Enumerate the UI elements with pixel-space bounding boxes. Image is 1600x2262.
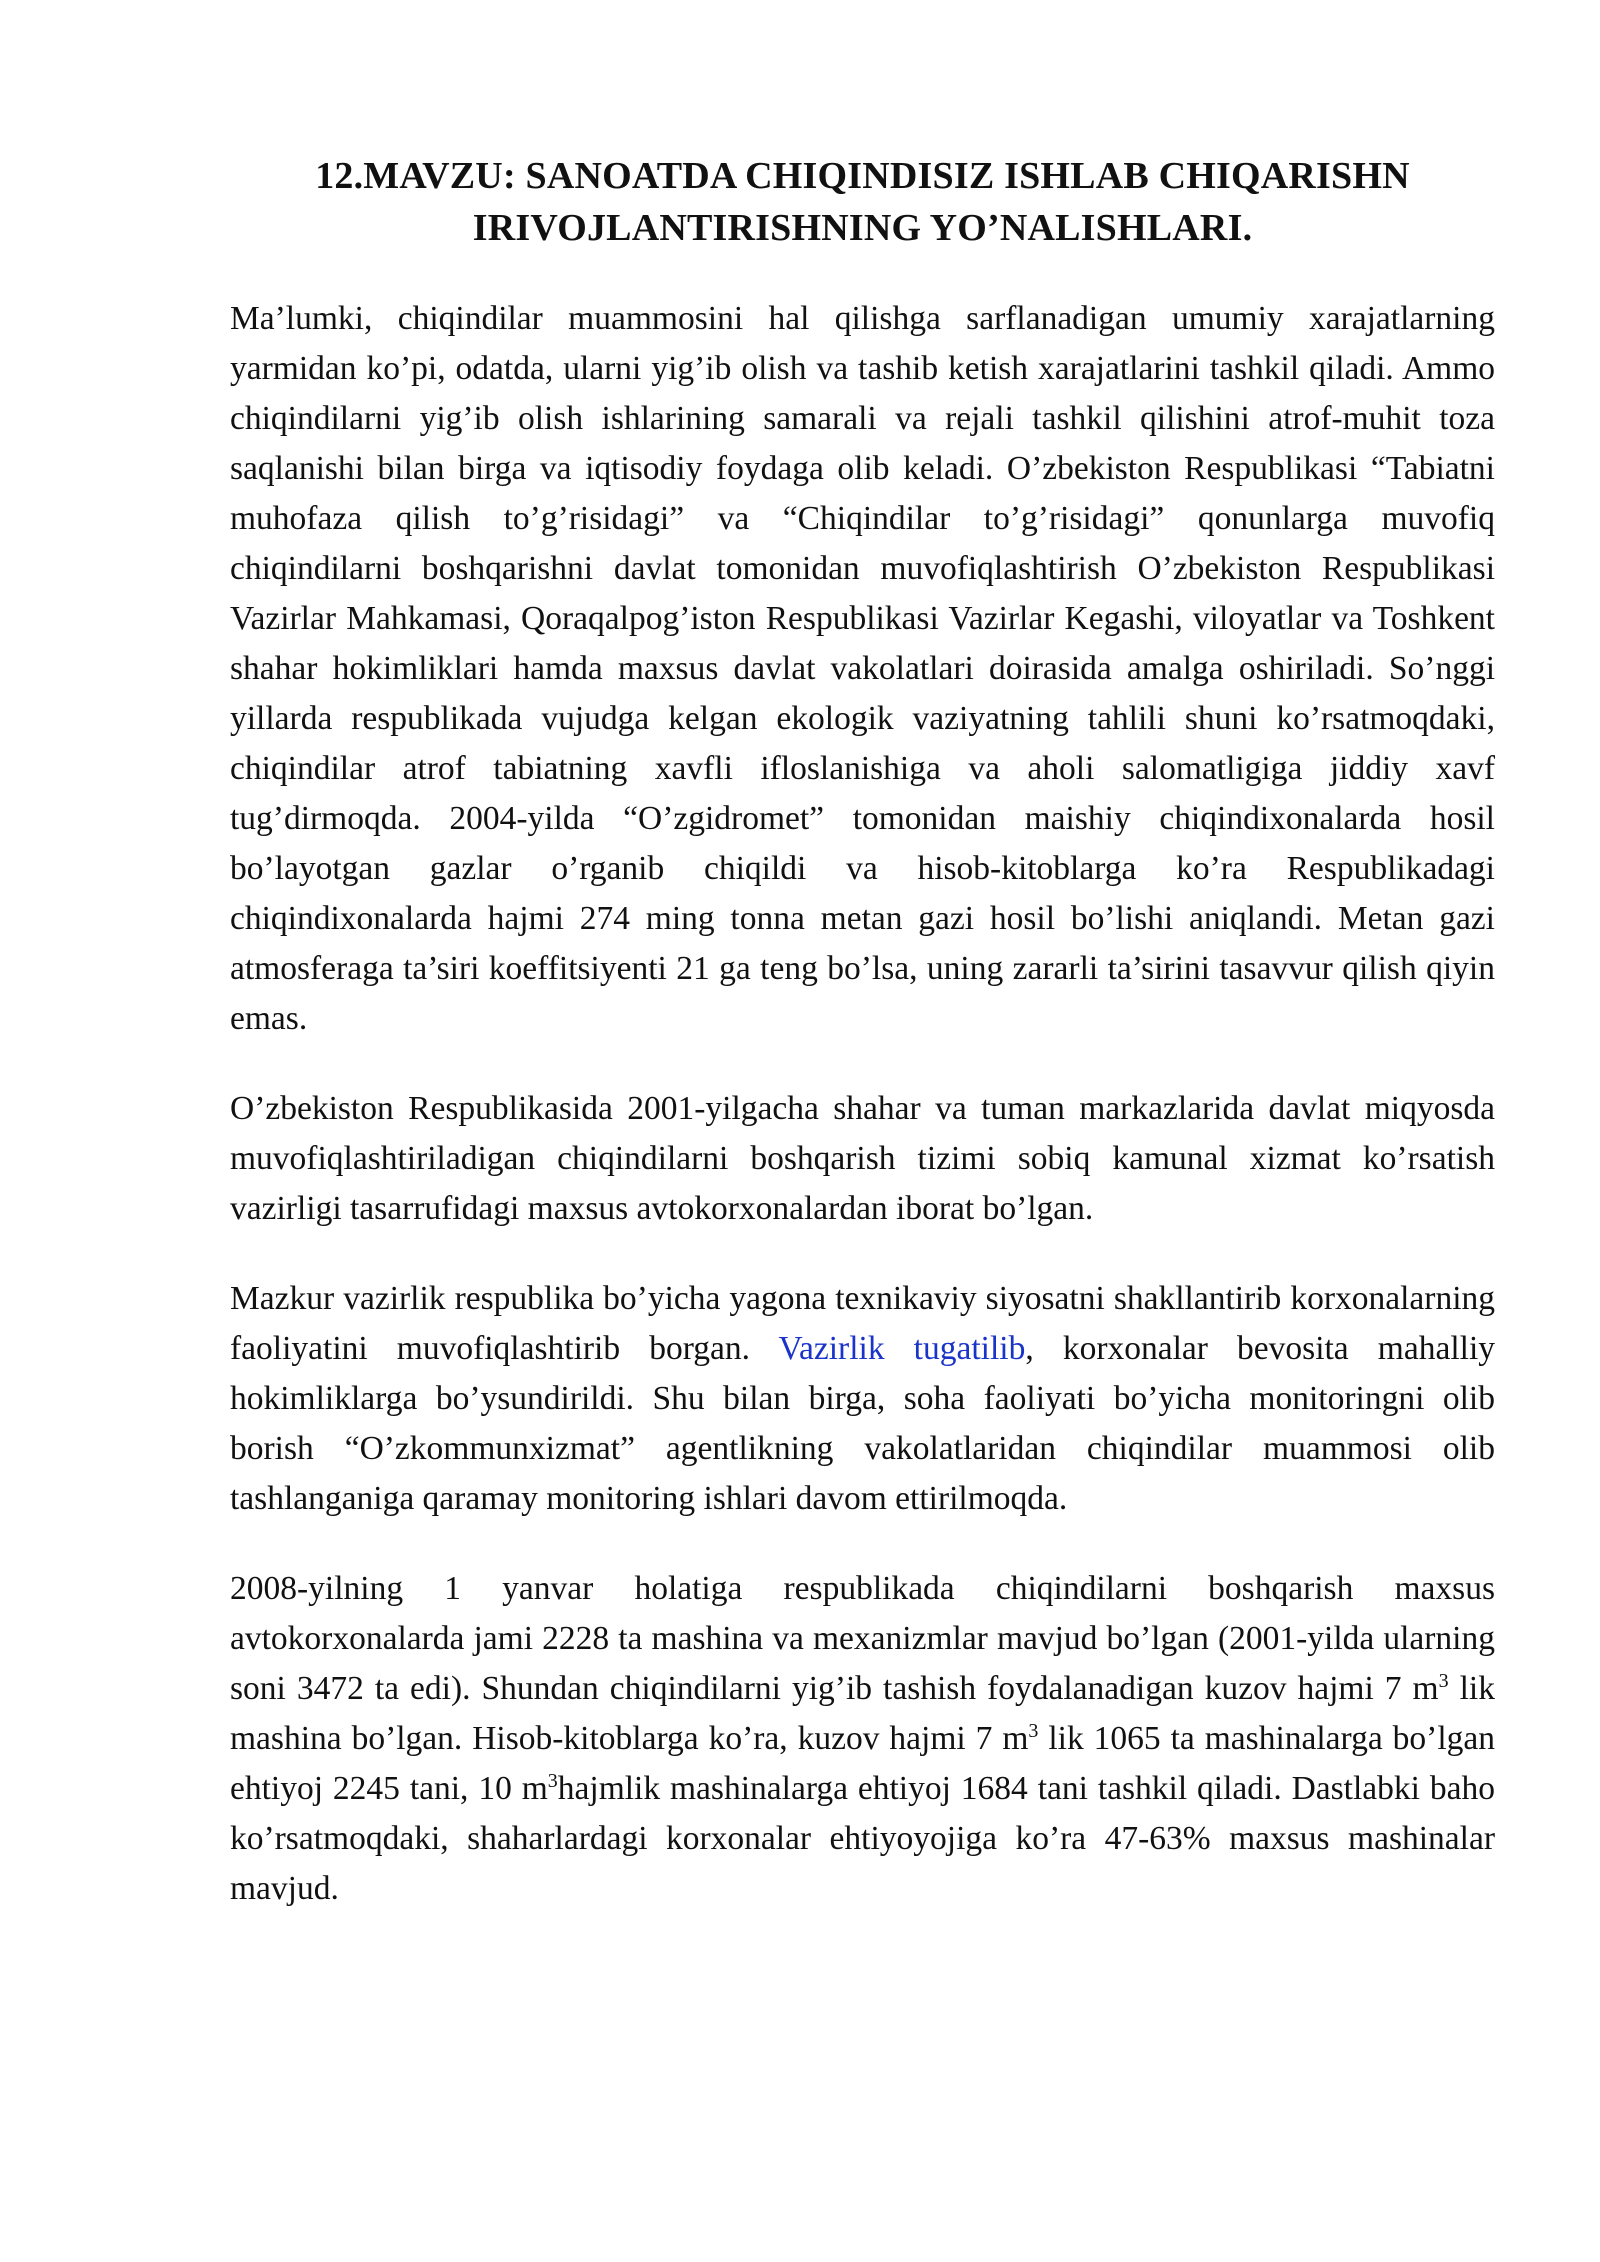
title-line-1: 12.MAVZU: SANOATDA CHIQINDISIZ ISHLAB CHIQARISHN (315, 155, 1410, 197)
paragraph-3-text-before: Mazkur vazirlik respublika bo’yicha yagona texnikaviy siyosatni shakllantirib korxonalarning faoliyatini muvofiqlashtirib borgan. (230, 1280, 1495, 1367)
paragraph-3-text-after: , korxonalar bevosita mahalliy hokimliklarga bo’ysundirildi. Shu bilan birga, soha faoliyati bo’yicha monitoringni olib borish “O’zkommunxizmat” agentlikning vakolatlaridan chiqindilar muammosi olib tashlanganiga qaramay monitoring ishlari davom ettirilmoqda. (230, 1330, 1496, 1517)
superscript-3-b: 3 (1028, 1719, 1039, 1742)
document-page (230, 150, 1495, 1914)
paragraph-4-part-3: lik 1065 ta mashinalarga bo’lgan ehtiyoj 2245 tani, 10 m (230, 1720, 1495, 1807)
paragraph-3 (230, 1274, 1495, 1524)
paragraph-1: Ma’lumki, chiqindilar muammosini hal qilishga sarflanadigan umumiy xarajatlarning yarmidan ko’pi, odatda, ularni yig’ib olish va tashib ketish xarajatlarini tashkil qiladi. Ammo chiqindilarni yig’ib olish ishlarining samarali va rejali tashkil qilishini atrof-muhit toza saqlanishi bilan birga va iqtisodiy foydaga olib keladi. O’zbekiston Respublikasi “Tabiatni muhofaza qilish to’g’risidagi” va “Chiqindilar to’g’risidagi” qonunlarga muvofiq chiqindilarni boshqarishni davlat tomonidan muvofiqlashtirish O’zbekiston Respublikasi Vazirlar Mahkamasi, Qoraqalpog’iston Respublikasi Vazirlar Kegashi, viloyatlar va Toshkent shahar hokimliklari hamda maxsus davlat vakolatlari doirasida amalga oshiriladi. So’nggi yillarda respublikada vujudga kelgan ekologik vaziyatning tahlili shuni ko’rsatmoqdaki, chiqindilar atrof tabiatning xavfli ifloslanishiga va aholi salomatligiga jiddiy xavf tug’dirmoqda. 2004-yilda “O’zgidromet” tomonidan maishiy chiqindixonalarda hosil bo’layotgan gazlar o’rganib chiqildi va hisob-kitoblarga ko’ra Respublikadagi chiqindixonalarda hajmi 274 ming tonna metan gazi hosil bo’lishi aniqlandi. Metan gazi atmosferaga ta’siri koeffitsiyenti 21 ga teng bo’lsa, uning zararli ta’sirini tasavvur qilish qiyin emas. (230, 300, 1495, 1037)
paragraph-4-part-1: 2008-yilning 1 yanvar holatiga respublikada chiqindilarni boshqarish maxsus avtokorxonalarda jami 2228 ta mashina va mexanizmlar mavjud bo’lgan (2001-yilda ularning soni 3472 ta edi). Shundan chiqindilarni yig’ib tashish foydalanadigan kuzov hajmi 7 m (230, 1570, 1495, 1707)
paragraph-4-part-4: hajmlik mashinalarga ehtiyoj 1684 tani tashkil qiladi. Dastlabki baho ko’rsatmoqdaki, shaharlardagi korxonalar ehtiyoyojiga ko’ra 47-63% maxsus mashinalar mavjud. (230, 1770, 1495, 1907)
paragraph-4-part-2: lik mashina bo’lgan. Hisob-kitoblarga ko’ra, kuzov hajmi 7 m (230, 1670, 1495, 1757)
page-title (230, 150, 1495, 254)
paragraph-4 (230, 1564, 1495, 1914)
paragraph-2: O’zbekiston Respublikasida 2001-yilgacha shahar va tuman markazlarida davlat miqyosda muvofiqlashtiriladigan chiqindilarni boshqarish tizimi sobiq kamunal xizmat ko’rsatish vazirligi tasarrufidagi maxsus avtokorxonalardan iborat bo’lgan. (230, 1090, 1495, 1227)
title-line-2: IRIVOJLANTIRISHNING YO’NALISHLARI. (472, 207, 1253, 249)
vazirlik-tugatilib-link[interactable]: Vazirlik tugatilib (778, 1330, 1026, 1367)
superscript-3-a: 3 (1438, 1669, 1449, 1692)
superscript-3-c: 3 (547, 1769, 558, 1792)
